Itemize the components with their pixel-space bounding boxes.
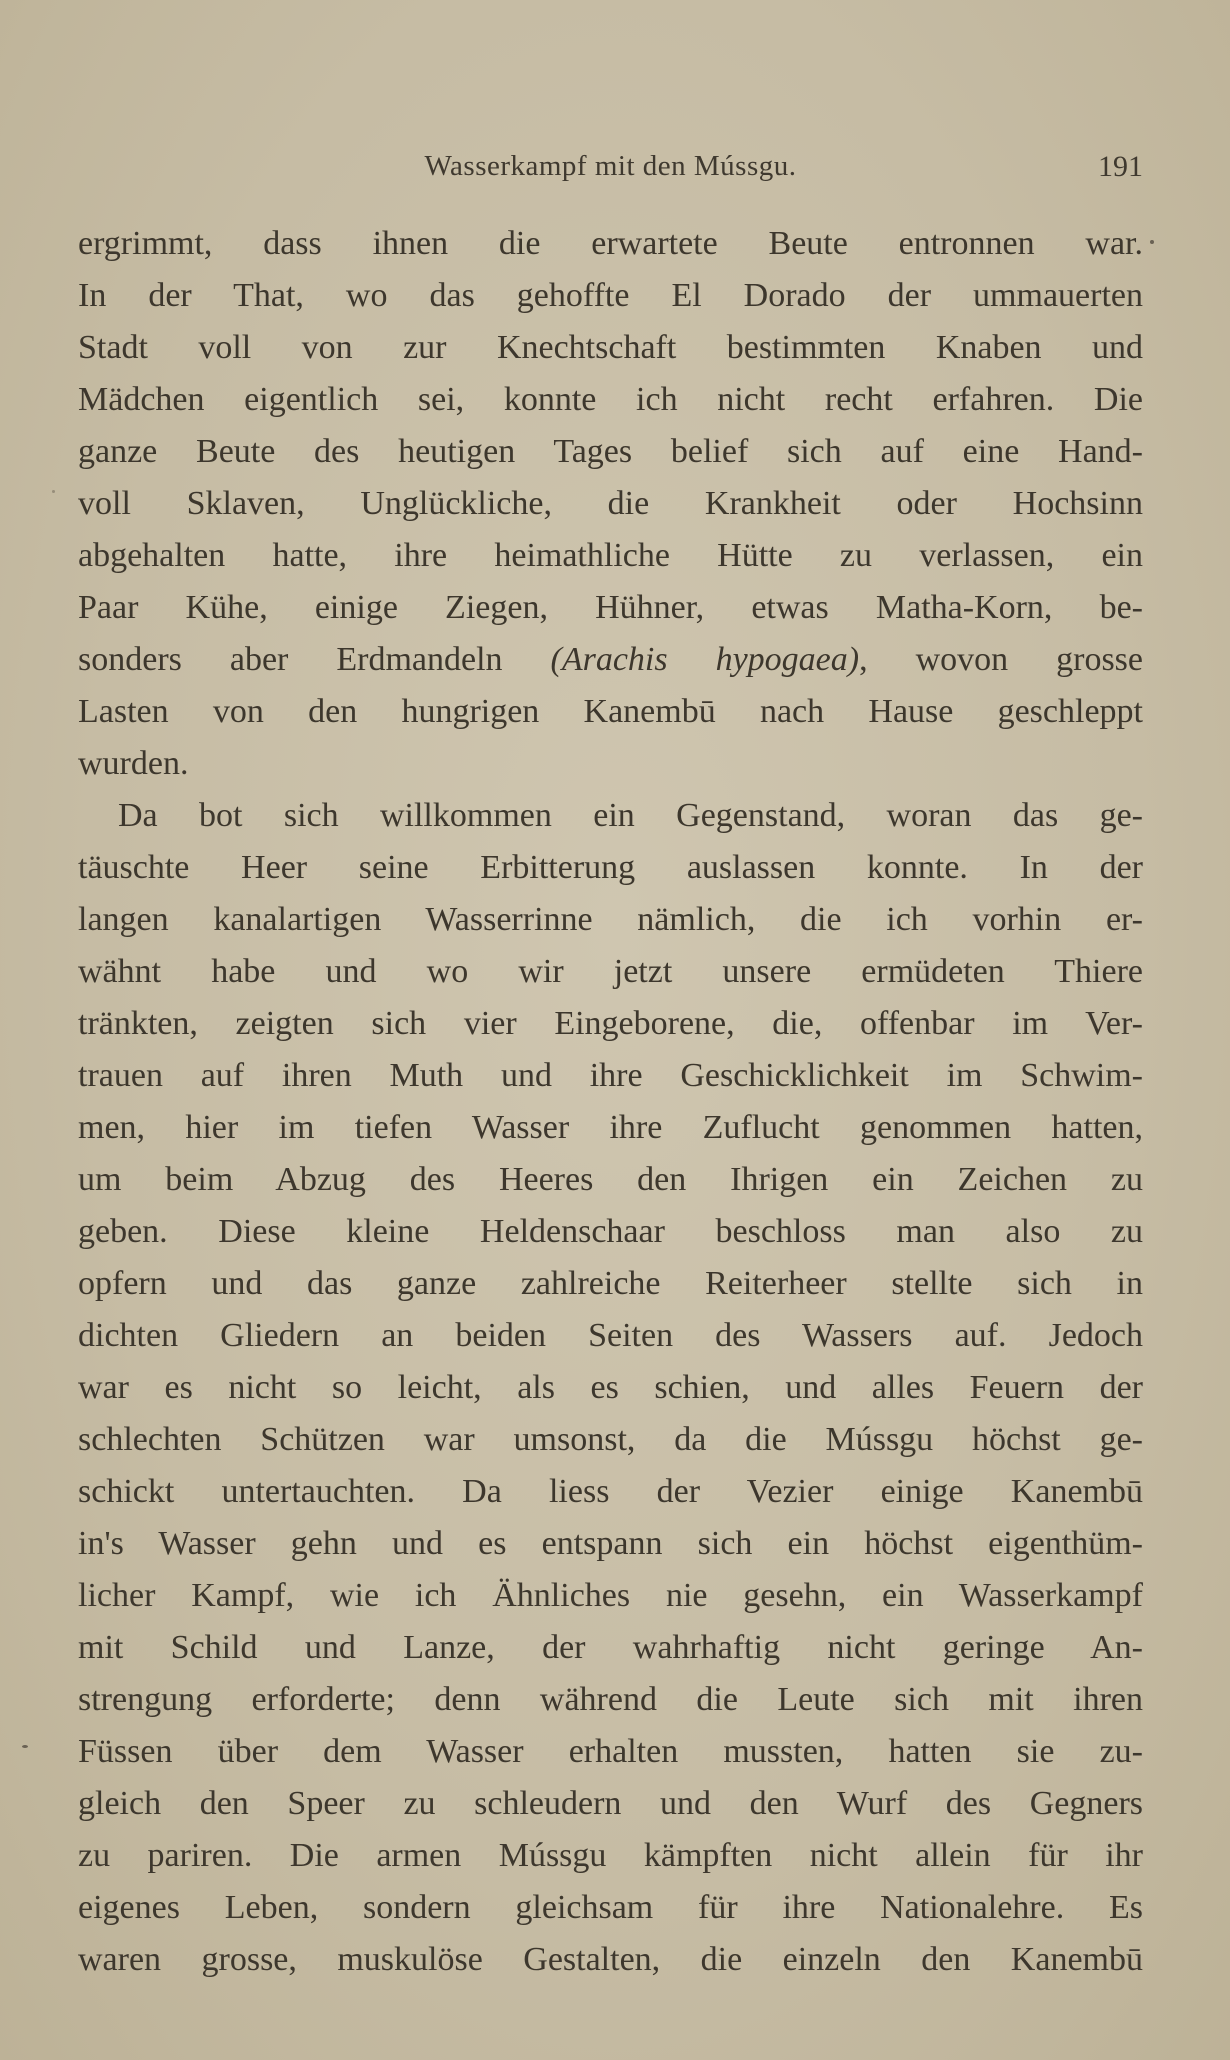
text-line: war es nicht so leicht, als es schien, und alles Feuern der [78, 1369, 1143, 1406]
text-line: waren grosse, muskulöse Gestalten, die einzeln den Kanembū [78, 1941, 1143, 1978]
text-line: tränkten, zeigten sich vier Eingeborene, die, offenbar im Ver- [78, 1005, 1143, 1042]
body-text [78, 218, 1143, 1986]
text-line: wurden. [78, 745, 189, 782]
paper-speck [22, 1745, 28, 1748]
text-line: opfern und das ganze zahlreiche Reiterheer stellte sich in [78, 1265, 1143, 1302]
text-line: Lasten von den hungrigen Kanembū nach Hause geschleppt [78, 693, 1143, 730]
text-segment: sonders aber Erdmandeln [78, 641, 551, 678]
text-line: Paar Kühe, einige Ziegen, Hühner, etwas Matha-Korn, be- [78, 589, 1143, 626]
text-line: eigenes Leben, sondern gleichsam für ihre Nationalehre. Es [78, 1889, 1143, 1926]
text-line: gleich den Speer zu schleudern und den Wurf des Gegners [78, 1785, 1143, 1822]
text-line: In der That, wo das gehoffte El Dorado der ummauerten [78, 277, 1143, 314]
paper-speck [1150, 240, 1154, 244]
running-head [78, 150, 1143, 190]
text-line: Stadt voll von zur Knechtschaft bestimmten Knaben und [78, 329, 1143, 366]
text-line: langen kanalartigen Wasserrinne nämlich, die ich vorhin er- [78, 901, 1143, 938]
text-line: strengung erforderte; denn während die Leute sich mit ihren [78, 1681, 1143, 1718]
text-line: trauen auf ihren Muth und ihre Geschicklichkeit im Schwim- [78, 1057, 1143, 1094]
page-number: 191 [1098, 150, 1143, 183]
italic-term: (Arachis hypogaea) [550, 641, 860, 678]
text-line: Mädchen eigentlich sei, konnte ich nicht recht erfahren. Die [78, 381, 1143, 418]
text-line: voll Sklaven, Unglückliche, die Krankheit oder Hochsinn [78, 485, 1143, 522]
running-title: Wasserkampf mit den Mússgu. [424, 150, 797, 182]
text-line: Füssen über dem Wasser erhalten mussten, hatten sie zu- [78, 1733, 1143, 1770]
text-line: licher Kampf, wie ich Ähnliches nie gesehn, ein Wasserkampf [78, 1577, 1143, 1614]
text-line: ganze Beute des heutigen Tages belief sich auf eine Hand- [78, 433, 1143, 470]
text-line: schlechten Schützen war umsonst, da die Mússgu höchst ge- [78, 1421, 1143, 1458]
text-line: in's Wasser gehn und es entspann sich ein höchst eigenthüm- [78, 1525, 1143, 1562]
text-segment: , wovon grosse [859, 641, 1143, 678]
text-line: ergrimmt, dass ihnen die erwartete Beute entronnen war. [78, 225, 1143, 262]
text-line-with-italic [78, 634, 1143, 686]
text-line: wähnt habe und wo wir jetzt unsere ermüdeten Thiere [78, 953, 1143, 990]
text-line: schickt untertauchten. Da liess der Vezier einige Kanembū [78, 1473, 1143, 1510]
text-line: täuschte Heer seine Erbitterung auslassen konnte. In der [78, 849, 1143, 886]
text-line: men, hier im tiefen Wasser ihre Zuflucht genommen hatten, [78, 1109, 1143, 1146]
text-line: um beim Abzug des Heeres den Ihrigen ein Zeichen zu [78, 1161, 1143, 1198]
text-line: abgehalten hatte, ihre heimathliche Hütte zu verlassen, ein [78, 537, 1143, 574]
text-line: geben. Diese kleine Heldenschaar beschloss man also zu [78, 1213, 1143, 1250]
text-line: mit Schild und Lanze, der wahrhaftig nicht geringe An- [78, 1629, 1143, 1666]
text-line: Da bot sich willkommen ein Gegenstand, woran das ge- [118, 797, 1143, 834]
text-line: dichten Gliedern an beiden Seiten des Wassers auf. Jedoch [78, 1317, 1143, 1354]
paper-speck [52, 490, 55, 493]
text-line: zu pariren. Die armen Mússgu kämpften nicht allein für ihr [78, 1837, 1143, 1874]
